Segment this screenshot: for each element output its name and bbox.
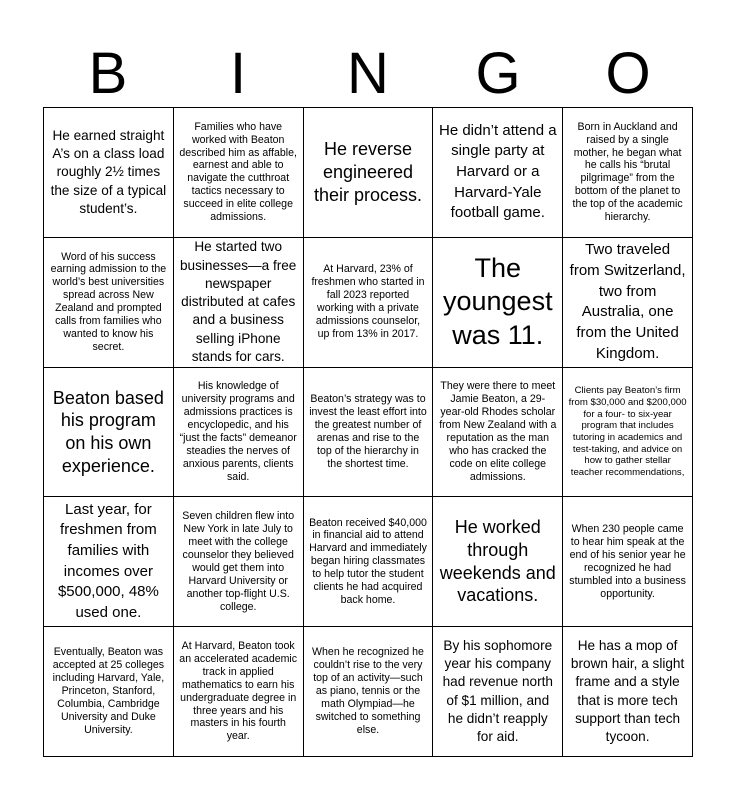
cell-text: He earned straight A’s on a class load roughly 2½ times the size of a typical student’s.: [50, 127, 167, 216]
cell-text: Seven children flew into New York in late July to meet with the college counselor they believed would get them into Harvard University or another top-flight U.S. college.: [182, 510, 295, 613]
bingo-cell[interactable]: [304, 497, 434, 627]
cell-text: He reverse engineered their process.: [313, 139, 423, 205]
bingo-cell[interactable]: [174, 497, 304, 627]
bingo-cell[interactable]: [304, 238, 434, 368]
bingo-cell[interactable]: [433, 627, 563, 757]
cell-text: Word of his success earning admission to the world’s best universities spread across New Zealand and prompted calls from families who wanted to know his secret.: [50, 250, 167, 353]
header-letter-b: B: [88, 41, 128, 106]
cell-text: His knowledge of university programs and admissions practices is encyclopedic, and his “just the facts” demeanor steadies the nerves of anxious parents, clients said.: [179, 380, 297, 483]
bingo-header: [43, 42, 693, 106]
cell-text: By his sophomore year his company had revenue north of $1 million, and he didn’t reapply for aid.: [442, 637, 553, 744]
bingo-cell[interactable]: [563, 238, 693, 368]
header-letter-g: G: [475, 41, 521, 106]
bingo-cell[interactable]: [563, 497, 693, 627]
bingo-cell[interactable]: [174, 108, 304, 238]
cell-text: Two traveled from Switzerland, two from Australia, one from the United Kingdom.: [569, 241, 686, 362]
bingo-cell[interactable]: [433, 368, 563, 498]
bingo-cell[interactable]: [304, 627, 434, 757]
header-letter-n: N: [347, 41, 389, 106]
cell-text: He has a mop of brown hair, a slight frame and a style that is more tech support than tech tycoon.: [570, 637, 685, 744]
cell-text: Clients pay Beaton’s firm from $30,000 and $200,000 for a four- to six-year program that includes tutoring in academics and test-taking, and advice on how to gather stellar teacher recommendations,: [568, 385, 687, 479]
cell-text: At Harvard, Beaton took an accelerated academic track in applied mathematics to earn his undergraduate degree in three years and his masters in his fourth year.: [179, 639, 298, 743]
cell-text: Beaton’s strategy was to invest the least effort into the greatest number of arenas and rise to the top of the hierarchy in the shortest time.: [309, 393, 427, 470]
bingo-card-grid: [43, 107, 693, 757]
bingo-cell[interactable]: [304, 368, 434, 498]
cell-text: The youngest was 11.: [442, 252, 553, 351]
bingo-cell[interactable]: [433, 497, 563, 627]
cell-text: They were there to meet Jamie Beaton, a 29-year-old Rhodes scholar from New Zealand with a reputation as the man who has cracked the code on elite college admissions.: [439, 380, 557, 483]
bingo-cell[interactable]: [44, 497, 174, 627]
cell-text: Born in Auckland and raised by a single mother, he began what he calls his “brutal pilgrimage” from the bottom of the planet to the top of the academic hierarchy.: [572, 120, 683, 224]
cell-text: Families who have worked with Beaton described him as affable, earnest and able to navigate the cutthroat tactics necessary to succeed in elite college admissions.: [179, 120, 297, 224]
cell-text: Last year, for freshmen from families with incomes over $500,000, 48% used one.: [57, 500, 159, 622]
cell-text: He didn’t attend a single party at Harvard or a Harvard-Yale football game.: [438, 121, 557, 222]
bingo-cell[interactable]: [174, 238, 304, 368]
bingo-cell[interactable]: [44, 627, 174, 757]
bingo-cell[interactable]: [174, 627, 304, 757]
bingo-cell[interactable]: [563, 627, 693, 757]
cell-text: When he recognized he couldn’t rise to the very top of an activity—such as piano, tennis or the math Olympiad—he switched to something else.: [312, 646, 424, 736]
cell-text: When 230 people came to hear him speak at the end of his senior year he recognized he had stumbled into a business opportunity.: [569, 523, 686, 600]
bingo-cell[interactable]: [304, 108, 434, 238]
header-letter-i: I: [229, 41, 247, 106]
cell-text: He started two businesses—a free newspaper distributed at cafes and a business selling iPhone stands for cars.: [180, 239, 297, 364]
bingo-cell[interactable]: [433, 238, 563, 368]
header-letter-o: O: [605, 41, 651, 106]
cell-text: Beaton based his program on his own experience.: [52, 387, 164, 476]
cell-text: At Harvard, 23% of freshmen who started in fall 2023 reported working with a private admissions counselor, up from 13% in 2017.: [311, 263, 425, 341]
bingo-cell[interactable]: [174, 368, 304, 498]
bingo-cell[interactable]: [44, 368, 174, 498]
bingo-cell[interactable]: [563, 368, 693, 498]
bingo-cell[interactable]: [563, 108, 693, 238]
bingo-cell[interactable]: [433, 108, 563, 238]
bingo-cell[interactable]: [44, 108, 174, 238]
cell-text: Beaton received $40,000 in financial aid to attend Harvard and immediately began hiring classmates to help tutor the student clients he had acquired back home.: [309, 516, 427, 607]
bingo-cell[interactable]: [44, 238, 174, 368]
cell-text: He worked through weekends and vacations.: [439, 517, 556, 606]
cell-text: Eventually, Beaton was accepted at 25 colleges including Harvard, Yale, Princeton, Stanford, Columbia, Cambridge University and Duke University.: [52, 646, 165, 736]
